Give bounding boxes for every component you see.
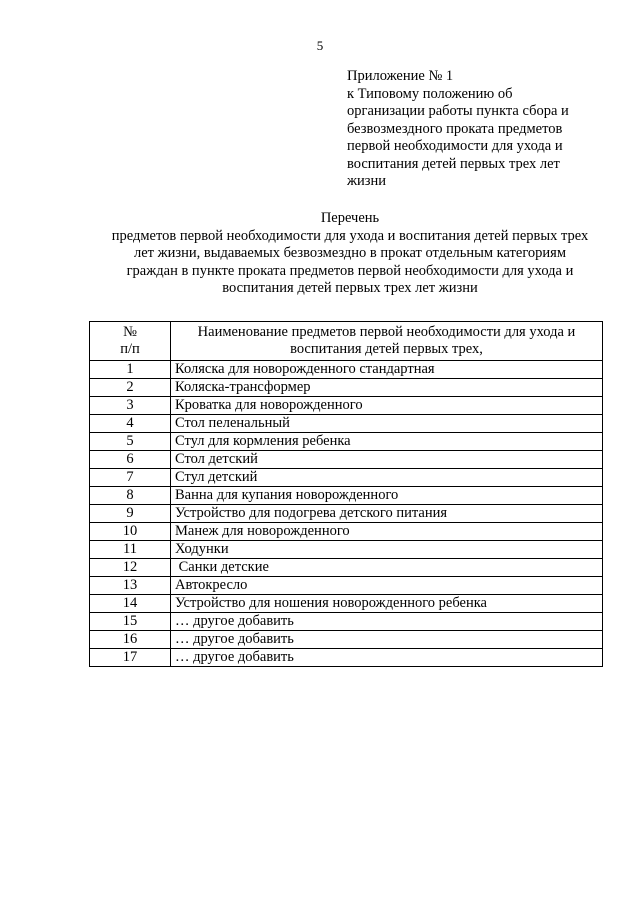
row-item-name: Санки детские bbox=[171, 559, 603, 577]
table-row bbox=[90, 469, 603, 487]
appendix-line: жизни bbox=[347, 173, 387, 189]
row-number: 2 bbox=[90, 379, 171, 397]
table-row bbox=[90, 595, 603, 613]
row-number: 16 bbox=[90, 631, 171, 649]
appendix-line: первой необходимости для ухода и bbox=[347, 138, 563, 154]
row-item-name: Стол детский bbox=[171, 451, 603, 469]
header-text: воспитания детей первых трех, bbox=[290, 341, 483, 357]
row-item-name: Устройство для ношения новорожденного ребенка bbox=[171, 595, 603, 613]
table-row bbox=[90, 541, 603, 559]
row-number: 3 bbox=[90, 397, 171, 415]
row-number: 17 bbox=[90, 649, 171, 667]
row-item-name: Стул детский bbox=[171, 469, 603, 487]
row-item-name: Коляска-трансформер bbox=[171, 379, 603, 397]
appendix-line: безвозмездного проката предметов bbox=[347, 120, 563, 137]
row-number: 15 bbox=[90, 613, 171, 631]
appendix-line: организации работы пункта сбора и bbox=[347, 103, 569, 119]
table-row bbox=[90, 649, 603, 667]
row-item-name: … другое добавить bbox=[171, 613, 603, 631]
table-row bbox=[90, 577, 603, 595]
table-row bbox=[90, 487, 603, 505]
heading-line: предметов первой необходимости для ухода и воспитания детей первых трех bbox=[111, 227, 589, 244]
row-item-name: Автокресло bbox=[171, 577, 603, 595]
table-row bbox=[90, 397, 603, 415]
items-table bbox=[89, 321, 603, 667]
row-number: 7 bbox=[90, 469, 171, 487]
row-item-name: Ходунки bbox=[171, 541, 603, 559]
table-row bbox=[90, 523, 603, 541]
row-number: 1 bbox=[90, 361, 171, 379]
row-item-name: … другое добавить bbox=[171, 649, 603, 667]
table-row bbox=[90, 361, 603, 379]
appendix-line: воспитания детей первых трех лет bbox=[347, 155, 560, 172]
name-column-header bbox=[171, 322, 603, 361]
heading-line: воспитания детей первых трех лет жизни bbox=[222, 280, 478, 296]
header-text: п/п bbox=[120, 341, 140, 357]
heading-line: лет жизни, выдаваемых безвозмездно в прокат отдельным категориям bbox=[133, 245, 567, 261]
heading-title: Перечень bbox=[320, 210, 380, 226]
row-item-name: Коляска для новорожденного стандартная bbox=[171, 361, 603, 379]
row-number: 8 bbox=[90, 487, 171, 505]
table-row bbox=[90, 559, 603, 577]
row-number: 5 bbox=[90, 433, 171, 451]
row-number: 14 bbox=[90, 595, 171, 613]
number-column-header bbox=[90, 322, 171, 361]
page-number: 5 bbox=[316, 38, 324, 53]
row-item-name: Ванна для купания новорожденного bbox=[171, 487, 603, 505]
heading-line: граждан в пункте проката предметов первой необходимости для ухода и bbox=[126, 262, 574, 279]
header-text: № bbox=[123, 324, 137, 340]
appendix-line: Приложение № 1 bbox=[347, 68, 454, 84]
row-number: 6 bbox=[90, 451, 171, 469]
document-heading bbox=[60, 210, 640, 298]
row-number: 12 bbox=[90, 559, 171, 577]
table-row bbox=[90, 613, 603, 631]
row-number: 4 bbox=[90, 415, 171, 433]
row-item-name: Манеж для новорожденного bbox=[171, 523, 603, 541]
row-item-name: Устройство для подогрева детского питания bbox=[171, 505, 603, 523]
row-item-name: … другое добавить bbox=[171, 631, 603, 649]
row-item-name: Стул для кормления ребенка bbox=[171, 433, 603, 451]
appendix-line: к Типовому положению об bbox=[347, 85, 513, 102]
row-number: 11 bbox=[90, 541, 171, 559]
header-text: Наименование предметов первой необходимости для ухода и bbox=[197, 324, 576, 340]
table-row bbox=[90, 505, 603, 523]
table-header-row bbox=[90, 322, 603, 361]
row-item-name: Кроватка для новорожденного bbox=[171, 397, 603, 415]
table-row bbox=[90, 379, 603, 397]
table-row bbox=[90, 433, 603, 451]
table-row bbox=[90, 451, 603, 469]
row-item-name: Стол пеленальный bbox=[171, 415, 603, 433]
appendix-note bbox=[347, 68, 617, 191]
row-number: 13 bbox=[90, 577, 171, 595]
row-number: 10 bbox=[90, 523, 171, 541]
table-row bbox=[90, 415, 603, 433]
table-row bbox=[90, 631, 603, 649]
row-number: 9 bbox=[90, 505, 171, 523]
